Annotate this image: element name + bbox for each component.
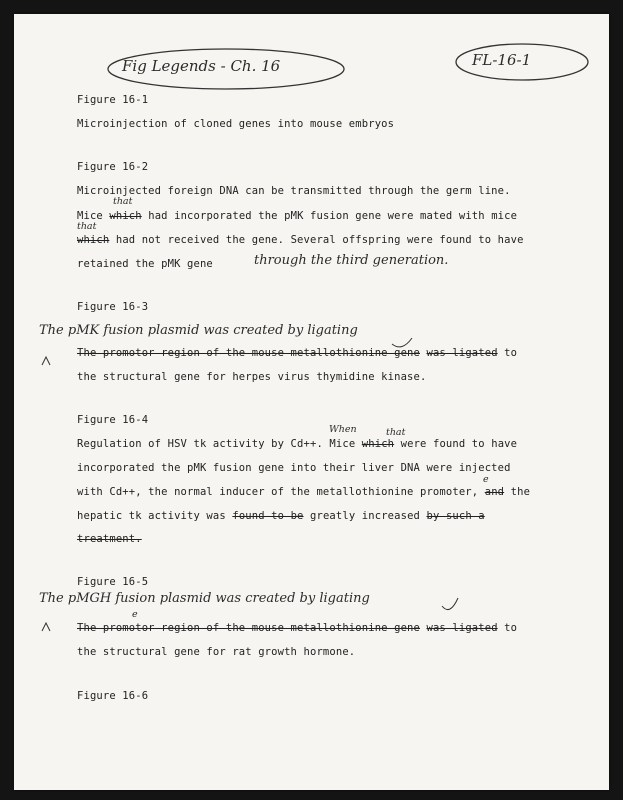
figure-16-5-line-1: The promotor region of the mouse metallothionine gene was ligated to (77, 622, 518, 634)
figure-16-5-handwritten-insert: The pMGH fusion plasmid was created by ligating (39, 591, 370, 606)
figure-16-2-insert-that-2: that (77, 221, 97, 232)
document-page (14, 14, 609, 790)
figure-16-2-line-4: retained the pMK gene (77, 258, 213, 270)
figure-16-4-label: Figure 16-4 (77, 414, 149, 426)
figure-16-2-line-1: Microinjected foreign DNA can be transmitted through the germ line. (77, 185, 511, 197)
figure-16-4-line-3: with Cd++, the normal inducer of the metallothionine promoter, and the (77, 486, 531, 498)
figure-16-4-line-5: treatment. (77, 533, 142, 545)
header-code: FL-16-1 (472, 51, 532, 69)
header-title: Fig Legends - Ch. 16 (122, 57, 281, 75)
header-annotations (14, 14, 609, 790)
figure-16-5-insert-e: e (132, 609, 138, 620)
figure-16-1-label: Figure 16-1 (77, 94, 149, 106)
figure-16-3-label: Figure 16-3 (77, 301, 149, 313)
figure-16-2-line-2: Mice which had incorporated the pMK fusion gene were mated with mice (77, 210, 518, 222)
figure-16-4-insert-e: e (483, 474, 489, 485)
figure-16-3-line-1: The promotor region of the mouse metallothionine gene was ligated to (77, 347, 518, 359)
caret-mark-5 (42, 623, 50, 631)
figure-16-6-label: Figure 16-6 (77, 690, 149, 702)
figure-16-2-insert-end: through the third generation. (254, 253, 449, 268)
figure-16-4-line-4: hepatic tk activity was found to be greatly increased by such a (77, 510, 485, 522)
close-bracket-3 (392, 338, 412, 347)
close-bracket-5 (442, 598, 458, 610)
figure-16-4-line-1: Regulation of HSV tk activity by Cd++. Mice which were found to have (77, 438, 518, 450)
figure-16-4-insert-when: When (329, 424, 357, 435)
figure-16-3-line-2: the structural gene for herpes virus thymidine kinase. (77, 371, 427, 383)
figure-16-5-line-2: the structural gene for rat growth hormone. (77, 646, 356, 658)
figure-16-3-handwritten-insert: The pMK fusion plasmid was created by ligating (39, 323, 358, 338)
figure-16-4-line-2: incorporated the pMK fusion gene into their liver DNA were injected (77, 462, 511, 474)
figure-16-2-label: Figure 16-2 (77, 161, 149, 173)
caret-mark-3 (42, 357, 50, 365)
figure-16-5-label: Figure 16-5 (77, 576, 149, 588)
figure-16-2-line-3: which had not received the gene. Several offspring were found to have (77, 234, 524, 246)
figure-16-2-insert-that-1: that (113, 196, 133, 207)
figure-16-1-text: Microinjection of cloned genes into mouse embryos (77, 118, 395, 130)
figure-16-4-insert-that: that (386, 427, 406, 438)
